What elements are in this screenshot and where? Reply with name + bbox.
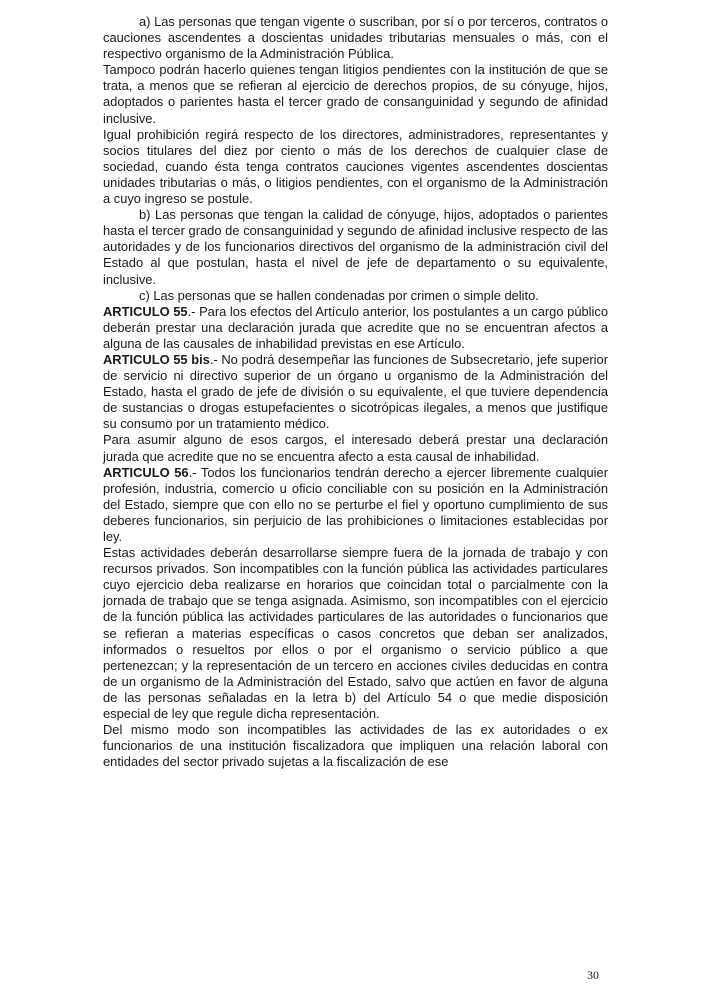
article-55-heading: ARTICULO 55 — [103, 303, 188, 319]
article-55-bis-text: .- No podrá desempeñar las funciones de Subsecretario, jefe superior de servicio ni directivo superior de un órgano u organismo de la Administración del Estado, hasta el grado de jefe de división o su equivalente, el que tuviere dependencia de sustancias o drogas estupefacientes o sicotrópicas ilegales, a menos que justifique su consumo por un tratamiento médico. — [103, 351, 608, 432]
paragraph-litigios: Tampoco podrán hacerlo quienes tengan litigios pendientes con la institución de que se trata, a menos que se refieran al ejercicio de derechos propios, de su cónyuge, hijos, adoptados o parientes hasta el tercer grado de consanguinidad y segundo de afinidad inclusive. — [103, 62, 608, 126]
article-55-text: .- Para los efectos del Artículo anterior, los postulantes a un cargo público deberán prestar una declaración jurada que acredite que no se encuentran afectos a alguna de las causales de inhabilidad previstas en ese Artículo. — [103, 303, 608, 351]
paragraph-igual-prohibicion: Igual prohibición regirá respecto de los directores, administradores, representantes y socios titulares del diez por ciento o más de los derechos de cualquier clase de sociedad, cuando ésta tenga contratos cauciones vigentes ascendentes doscientas unidades tributarias o más, o litigios pendientes, con el organismo de la Administración a cuyo ingreso se postule. — [103, 126, 608, 207]
article-55-bis-heading: ARTICULO 55 bis — [103, 351, 210, 367]
paragraph-a: a) Las personas que tengan vigente o suscriban, por sí o por terceros, contratos o cauciones ascendentes a doscientas unidades tributarias mensuales o más, con el respectivo organismo de la Administración Pública. — [103, 14, 608, 62]
paragraph-del-mismo-modo: Del mismo modo son incompatibles las actividades de las ex autoridades o ex funcionarios de una institución fiscalizadora que impliquen una relación laboral con entidades del sector privado sujetas a la fiscalización de ese — [103, 722, 608, 770]
article-56 — [103, 465, 608, 545]
paragraph-declaracion: Para asumir alguno de esos cargos, el interesado deberá prestar una declaración jurada que acredite que no se encuentra afecto a esta causal de inhabilidad. — [103, 432, 608, 464]
paragraph-c: c) Las personas que se hallen condenadas por crimen o simple delito. — [139, 287, 539, 303]
article-55 — [103, 304, 608, 352]
article-56-text: .- Todos los funcionarios tendrán derecho a ejercer libremente cualquier profesión, industria, comercio u oficio conciliable con su posición en la Administración del Estado, siempre que con ello no se perturbe el fiel y oportuno cumplimiento de sus deberes funcionarios, sin perjuicio de las prohibiciones o limitaciones establecidas por ley. — [103, 464, 608, 544]
article-56-heading: ARTICULO 56 — [103, 464, 189, 480]
paragraph-actividades: Estas actividades deberán desarrollarse siempre fuera de la jornada de trabajo y con recursos privados. Son incompatibles con la función pública las actividades particulares cuyo ejercicio deba realizarse en horarios que coincidan total o parcialmente con la jornada de trabajo que se tenga asignada. Asimismo, son incompatibles con el ejercicio de la función pública las actividades particulares de las autoridades o funcionarios que se refieran a materias específicas o casos concretos que deban ser analizados, informados o resueltos por ellos o por el organismo o servicio público a que pertenezcan; y la representación de un tercero en acciones civiles deducidas en contra de un organismo de la Administración del Estado, salvo que actúen en favor de alguna de las personas señaladas en la letra b) del Artículo 54 o que medie disposición especial de ley que regule dicha representación. — [103, 545, 608, 722]
document-body — [103, 14, 608, 770]
page-number: 30 — [587, 968, 599, 982]
article-55-bis — [103, 352, 608, 432]
paragraph-b: b) Las personas que tengan la calidad de cónyuge, hijos, adoptados o parientes hasta el tercer grado de consanguinidad y segundo de afinidad inclusive respecto de las autoridades y de los funcionarios directivos del organismo de la administración civil del Estado al que postulan, hasta el nivel de jefe de departamento o su equivalente, inclusive. — [103, 207, 608, 287]
